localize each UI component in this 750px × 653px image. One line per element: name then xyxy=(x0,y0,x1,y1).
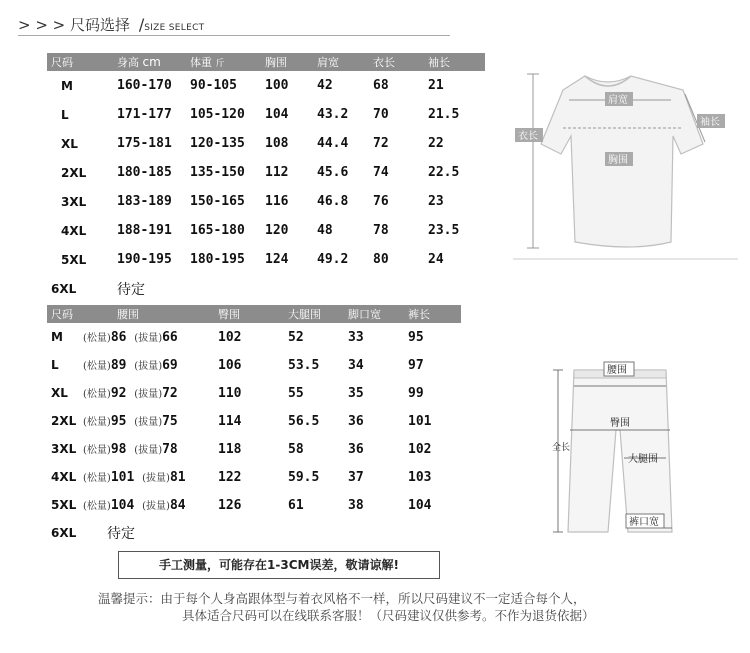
size-cell: 3XL xyxy=(61,194,87,209)
waist-stretched-tag: (拔量) xyxy=(134,445,163,456)
waist-stretched-value: 72 xyxy=(162,386,178,401)
value-cell: 114 xyxy=(218,413,242,429)
label-shoulder: 肩宽 xyxy=(608,95,628,106)
value-cell: 106 xyxy=(218,357,242,373)
waist-stretched-tag: (拔量) xyxy=(142,473,170,484)
value-cell: 95 xyxy=(408,329,424,345)
header-subtitle: SIZE SELECT xyxy=(144,23,205,33)
waist-cell xyxy=(83,351,218,379)
bottom-size-table xyxy=(47,305,461,547)
table-row-pending xyxy=(47,274,485,303)
value-cell: 116 xyxy=(265,194,289,209)
size-cell: 3XL xyxy=(51,442,77,456)
waist-stretched-tag: (拔量) xyxy=(142,501,170,512)
table-row xyxy=(47,187,485,216)
size-cell: 5XL xyxy=(51,498,77,512)
value-cell: 38 xyxy=(348,497,364,513)
table-row xyxy=(47,100,485,129)
waist-relaxed-value: 98 xyxy=(110,442,127,457)
header-height: 身高 cm xyxy=(103,53,188,71)
value-cell: 22 xyxy=(428,136,444,151)
size-cell: 2XL xyxy=(51,414,77,428)
value-cell: 43.2 xyxy=(317,107,349,122)
value-cell: 124 xyxy=(265,252,289,267)
value-cell: 171-177 xyxy=(117,107,172,122)
header-sleeve: 袖长 xyxy=(428,53,485,71)
tshirt-diagram xyxy=(513,66,738,262)
size-cell: M xyxy=(51,330,63,344)
value-cell: 44.4 xyxy=(317,136,349,151)
value-cell: 120-135 xyxy=(190,136,245,151)
header-waist: 腰围 xyxy=(83,305,218,323)
waist-cell xyxy=(83,323,218,351)
value-cell: 80 xyxy=(373,252,389,267)
header-length: 衣长 xyxy=(373,53,428,71)
tip-line-1: 温馨提示：由于每个人身高跟体型与着衣风格不一样，所以尺码建议不一定适合每个人， xyxy=(98,591,586,606)
value-cell: 59.5 xyxy=(288,469,320,485)
value-cell: 21.5 xyxy=(428,107,460,122)
waist-relaxed-tag: (松量) xyxy=(83,445,111,456)
waist-stretched-value: 75 xyxy=(162,414,178,429)
label-full-length: 全长 xyxy=(552,443,571,453)
value-cell: 37 xyxy=(348,469,364,485)
value-cell: 101 xyxy=(408,413,432,429)
header-size: 尺码 xyxy=(47,53,103,71)
waist-relaxed-tag: (松量) xyxy=(83,473,111,484)
value-cell: 180-185 xyxy=(117,165,172,180)
table-row xyxy=(47,379,461,407)
value-cell: 105-120 xyxy=(190,107,245,122)
waist-relaxed-value: 86 xyxy=(110,330,127,345)
value-cell: 126 xyxy=(218,497,242,513)
waist-cell xyxy=(83,435,218,463)
waist-relaxed-tag: (松量) xyxy=(83,361,111,372)
table-row xyxy=(47,71,485,100)
value-cell: 104 xyxy=(265,107,289,122)
header-pants-length: 裤长 xyxy=(408,305,461,323)
table-row xyxy=(47,158,485,187)
waist-stretched-value: 81 xyxy=(169,470,186,485)
header-title: 尺码选择 xyxy=(70,16,131,34)
waist-relaxed-value: 95 xyxy=(110,414,127,429)
value-cell: 102 xyxy=(218,329,242,345)
value-cell: 165-180 xyxy=(190,223,245,238)
header-arrows: > > > xyxy=(18,16,66,34)
label-hip: 臀围 xyxy=(610,418,630,429)
header-thigh: 大腿围 xyxy=(282,305,348,323)
size-cell: L xyxy=(51,358,59,372)
value-cell: 45.6 xyxy=(317,165,349,180)
header-shoulder: 肩宽 xyxy=(317,53,373,71)
value-cell: 118 xyxy=(218,441,242,457)
table-row xyxy=(47,463,461,491)
table-row xyxy=(47,435,461,463)
size-cell: 6XL xyxy=(51,281,77,296)
tip-text xyxy=(98,590,595,624)
value-cell: 36 xyxy=(348,413,364,429)
section-header xyxy=(18,14,204,35)
waist-stretched-value: 69 xyxy=(162,358,178,373)
value-cell: 160-170 xyxy=(117,78,172,93)
value-cell: 188-191 xyxy=(117,223,172,238)
waist-relaxed-value: 89 xyxy=(110,358,127,373)
value-cell: 48 xyxy=(317,223,333,238)
value-cell: 70 xyxy=(373,107,389,122)
header-hem-width: 脚口宽 xyxy=(348,305,408,323)
value-cell: 90-105 xyxy=(190,78,237,93)
value-cell: 76 xyxy=(373,194,389,209)
size-cell: M xyxy=(61,78,73,93)
value-cell: 97 xyxy=(408,357,424,373)
waist-cell xyxy=(83,379,218,407)
header-chest: 胸围 xyxy=(265,53,317,71)
pants-diagram xyxy=(548,350,688,540)
value-cell: 56.5 xyxy=(288,413,320,429)
value-cell: 22.5 xyxy=(428,165,460,180)
value-cell: 23.5 xyxy=(428,223,460,238)
value-cell: 42 xyxy=(317,78,333,93)
measurement-note: 手工测量，可能存在1-3CM误差，敬请谅解! xyxy=(118,551,440,579)
value-cell: 61 xyxy=(288,497,304,513)
value-cell: 150-165 xyxy=(190,194,245,209)
header-size: 尺码 xyxy=(47,305,83,323)
waist-cell xyxy=(83,491,218,519)
value-cell: 183-189 xyxy=(117,194,172,209)
value-cell: 122 xyxy=(218,469,242,485)
table-row xyxy=(47,323,461,351)
waist-relaxed-tag: (松量) xyxy=(83,501,111,512)
table-row xyxy=(47,129,485,158)
value-cell: 135-150 xyxy=(190,165,245,180)
table-row xyxy=(47,351,461,379)
table-row xyxy=(47,245,485,274)
value-cell: 175-181 xyxy=(117,136,172,151)
value-cell: 34 xyxy=(348,357,364,373)
value-cell: 49.2 xyxy=(317,252,349,267)
waist-stretched-tag: (拔量) xyxy=(134,417,163,428)
size-cell: XL xyxy=(61,136,78,151)
waist-relaxed-value: 92 xyxy=(110,386,127,401)
value-cell: 190-195 xyxy=(117,252,172,267)
value-cell: 35 xyxy=(348,385,364,401)
label-waist: 腰围 xyxy=(607,365,627,376)
top-size-table xyxy=(47,53,485,303)
waist-stretched-tag: (拔量) xyxy=(134,389,163,400)
value-cell: 78 xyxy=(373,223,389,238)
value-cell: 55 xyxy=(288,385,304,401)
waist-stretched-value: 84 xyxy=(169,498,186,513)
size-cell: XL xyxy=(51,386,68,400)
waist-stretched-value: 78 xyxy=(162,442,178,457)
label-hem: 裤口宽 xyxy=(629,517,659,528)
waist-cell xyxy=(83,407,218,435)
value-cell: 21 xyxy=(428,78,444,93)
size-cell: 4XL xyxy=(51,470,77,484)
pants-outline xyxy=(568,370,672,532)
size-cell: 5XL xyxy=(61,252,87,267)
value-cell: 72 xyxy=(373,136,389,151)
value-cell: 112 xyxy=(265,165,289,180)
size-cell: 4XL xyxy=(61,223,87,238)
waist-stretched-value: 66 xyxy=(162,330,178,345)
label-chest: 胸围 xyxy=(608,155,628,166)
value-cell: 58 xyxy=(288,441,304,457)
header-hip: 臀围 xyxy=(218,305,282,323)
waist-relaxed-tag: (松量) xyxy=(83,333,111,344)
table-row xyxy=(47,407,461,435)
label-thigh: 大腿围 xyxy=(628,454,658,465)
value-cell: 110 xyxy=(218,385,242,401)
waist-relaxed-tag: (松量) xyxy=(83,389,111,400)
header-rule xyxy=(18,35,450,36)
value-cell: 33 xyxy=(348,329,364,345)
table-row-pending xyxy=(47,519,461,547)
value-cell: 103 xyxy=(408,469,432,485)
value-cell: 36 xyxy=(348,441,364,457)
label-sleeve: 袖长 xyxy=(700,117,720,128)
value-cell: 24 xyxy=(428,252,444,267)
top-table-header xyxy=(47,53,485,71)
value-cell: 108 xyxy=(265,136,289,151)
bottom-table-header xyxy=(47,305,461,323)
size-cell: L xyxy=(61,107,69,122)
value-cell: 100 xyxy=(265,78,289,93)
waist-cell xyxy=(83,463,218,491)
value-cell: 120 xyxy=(265,223,289,238)
tip-line-2: 具体适合尺码可以在线联系客服！（尺码建议仅供参考。不作为退货依据） xyxy=(182,608,595,623)
value-cell: 74 xyxy=(373,165,389,180)
label-body-length: 衣长 xyxy=(518,131,538,142)
value-cell: 53.5 xyxy=(288,357,320,373)
waist-relaxed-value: 101 xyxy=(110,470,135,485)
header-weight: 体重 斤 xyxy=(188,53,265,71)
header-slash: / xyxy=(138,15,145,34)
waist-relaxed-tag: (松量) xyxy=(83,417,111,428)
value-cell: 104 xyxy=(408,497,432,513)
waist-stretched-tag: (拔量) xyxy=(134,361,163,372)
value-cell: 68 xyxy=(373,78,389,93)
value-cell: 99 xyxy=(408,385,424,401)
size-cell: 2XL xyxy=(61,165,87,180)
value-cell: 46.8 xyxy=(317,194,349,209)
value-cell: 52 xyxy=(288,329,304,345)
value-cell: 102 xyxy=(408,441,432,457)
value-cell: 180-195 xyxy=(190,252,245,267)
table-row xyxy=(47,491,461,519)
waist-relaxed-value: 104 xyxy=(110,498,135,513)
pending-cell: 待定 xyxy=(107,526,135,542)
pending-cell: 待定 xyxy=(117,281,145,298)
size-cell: 6XL xyxy=(51,526,77,540)
waist-stretched-tag: (拔量) xyxy=(134,333,163,344)
table-row xyxy=(47,216,485,245)
value-cell: 23 xyxy=(428,194,444,209)
